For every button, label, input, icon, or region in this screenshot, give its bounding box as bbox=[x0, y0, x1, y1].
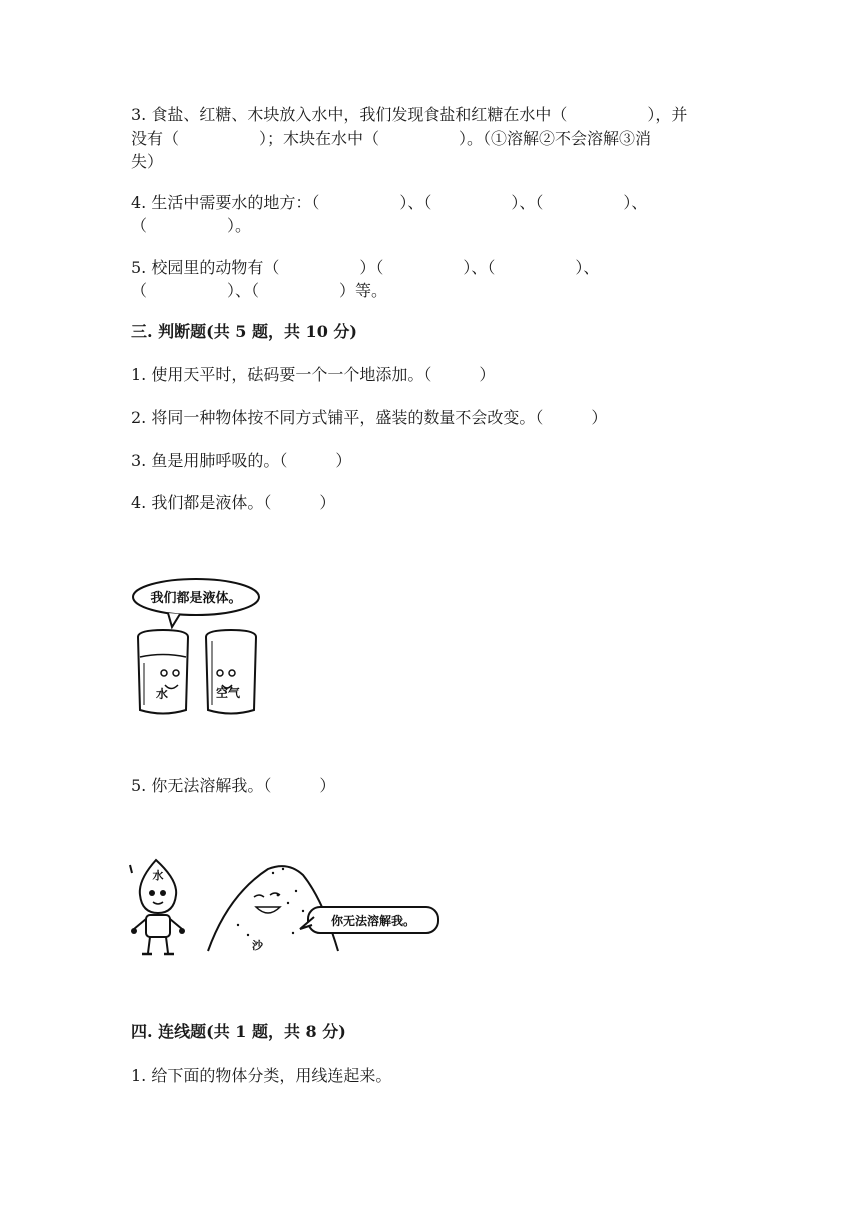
sand-label: 沙 bbox=[252, 939, 263, 952]
cups-bubble-text: 我们都是液体。 bbox=[150, 591, 242, 606]
judge-q2: 2. 将同一种物体按不同方式铺平，盛装的数量不会改变。（ ） bbox=[131, 408, 608, 427]
fill-q4-line2: （ ）。 bbox=[131, 216, 252, 235]
fill-q3-line2: 没有（ ）；木块在水中（ ）。（①溶解②不会溶解③消 bbox=[131, 129, 652, 148]
section4-heading: 四. 连线题(共 1 题，共 8 分) bbox=[131, 1022, 346, 1041]
fill-q3-line1: 3. 食盐、红糖、木块放入水中，我们发现食盐和红糖在水中（ ），并 bbox=[131, 105, 688, 124]
judge-q5: 5. 你无法溶解我。（ ） bbox=[131, 776, 336, 795]
drop-sand-illustration bbox=[128, 855, 448, 965]
sand-bubble-text: 你无法溶解我。 bbox=[330, 914, 416, 928]
matching-q1: 1. 给下面的物体分类，用线连起来。 bbox=[131, 1066, 392, 1085]
cups-illustration bbox=[128, 575, 268, 720]
judge-q4: 4. 我们都是液体。（ ） bbox=[131, 493, 336, 512]
fill-q5-line1: 5. 校园里的动物有（ ）（ ）、（ ）、 bbox=[131, 258, 600, 277]
section3-heading: 三. 判断题(共 5 题，共 10 分) bbox=[131, 322, 357, 341]
judge-q3: 3. 鱼是用肺呼吸的。（ ） bbox=[131, 451, 352, 470]
drop-label: 水 bbox=[152, 869, 164, 882]
fill-q3-line3: 失） bbox=[131, 152, 164, 171]
cup-water-label: 水 bbox=[156, 687, 169, 701]
fill-q5-line2: （ ）、（ ）等。 bbox=[131, 281, 388, 300]
fill-q4-line1: 4. 生活中需要水的地方：（ ）、（ ）、（ ）、 bbox=[131, 193, 648, 212]
cup-air-label: 空气 bbox=[216, 686, 241, 700]
judge-q1: 1. 使用天平时，砝码要一个一个地添加。（ ） bbox=[131, 365, 496, 384]
